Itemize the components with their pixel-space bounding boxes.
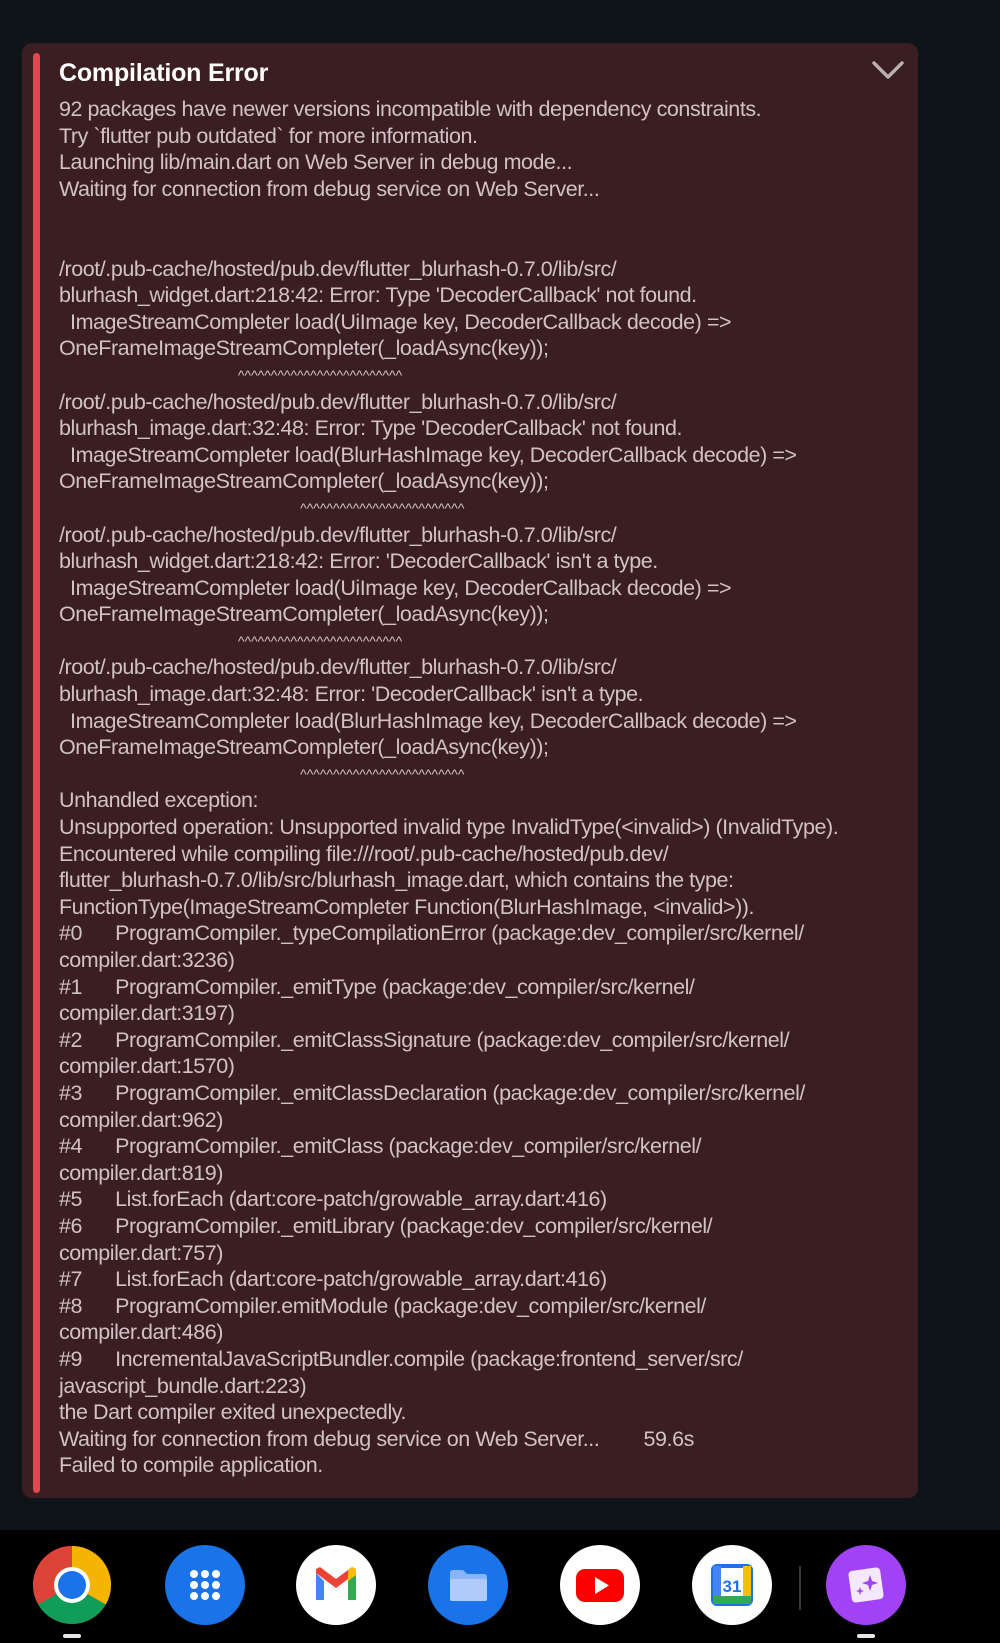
log-line: compiler.dart:1570): [59, 1054, 235, 1079]
log-line: #3 ProgramCompiler._emitClassDeclaration (package:dev_compiler/src/kernel/: [59, 1080, 805, 1105]
log-blank-line: [59, 229, 899, 256]
gallery-running-indicator: [857, 1634, 875, 1638]
log-line: Unsupported operation: Unsupported invalid type InvalidType(<invalid>) (InvalidType).: [59, 815, 839, 840]
log-line: /root/.pub-cache/hosted/pub.dev/flutter_blurhash-0.7.0/lib/src/: [59, 522, 617, 547]
log-line: #2 ProgramCompiler._emitClassSignature (package:dev_compiler/src/kernel/: [59, 1027, 790, 1052]
gmail-icon[interactable]: [296, 1545, 376, 1625]
calendar-date-label: 31: [722, 1577, 742, 1596]
folder-icon[interactable]: [428, 1545, 508, 1625]
log-line: #5 List.forEach (dart:core-patch/growable_array.dart:416): [59, 1187, 607, 1212]
log-line: Encountered while compiling file:///root/.pub-cache/hosted/pub.dev/: [59, 841, 669, 866]
log-line: compiler.dart:486): [59, 1320, 223, 1345]
log-line: FunctionType(ImageStreamCompleter Function(BlurHashImage, <invalid>)).: [59, 894, 755, 919]
log-line: blurhash_image.dart:32:48: Error: 'DecoderCallback' isn't a type.: [59, 682, 644, 707]
log-line: #7 List.forEach (dart:core-patch/growable_array.dart:416): [59, 1267, 607, 1292]
log-line: OneFrameImageStreamCompleter(_loadAsync(key));: [59, 336, 549, 361]
log-line: OneFrameImageStreamCompleter(_loadAsync(key));: [59, 602, 549, 627]
log-line: Waiting for connection from debug service on Web Server...: [59, 176, 600, 201]
log-caret-line: ^^^^^^^^^^^^^^^^^^^^^^^^^: [59, 366, 403, 383]
log-line: #6 ProgramCompiler._emitLibrary (package:dev_compiler/src/kernel/: [59, 1213, 713, 1238]
log-line: /root/.pub-cache/hosted/pub.dev/flutter_blurhash-0.7.0/lib/src/: [59, 389, 617, 414]
calendar-icon[interactable]: [692, 1545, 772, 1625]
log-line: Unhandled exception:: [59, 788, 258, 813]
log-line: #8 ProgramCompiler.emitModule (package:dev_compiler/src/kernel/: [59, 1293, 706, 1318]
panel-title: Compilation Error: [59, 59, 269, 87]
log-line: Waiting for connection from debug service on Web Server... 59.6s: [59, 1426, 694, 1451]
log-line: #9 IncrementalJavaScriptBundler.compile (package:frontend_server/src/: [59, 1346, 743, 1371]
log-line: flutter_blurhash-0.7.0/lib/src/blurhash_image.dart, which contains the type:: [59, 868, 734, 893]
log-line: ImageStreamCompleter load(BlurHashImage key, DecoderCallback decode) =>: [59, 442, 797, 467]
log-line: compiler.dart:3236): [59, 948, 235, 972]
log-caret-line: ^^^^^^^^^^^^^^^^^^^^^^^^^: [59, 632, 403, 649]
error-log: [59, 96, 899, 1479]
log-line: OneFrameImageStreamCompleter(_loadAsync(key));: [59, 469, 549, 494]
log-line: blurhash_image.dart:32:48: Error: Type 'DecoderCallback' not found.: [59, 416, 683, 441]
taskbar: [0, 1530, 1000, 1643]
chrome-running-indicator: [63, 1634, 81, 1638]
taskbar-divider: [799, 1566, 801, 1610]
log-line: ImageStreamCompleter load(BlurHashImage key, DecoderCallback decode) =>: [59, 708, 797, 733]
log-line: Try `flutter pub outdated` for more information.: [59, 123, 478, 148]
log-line: compiler.dart:962): [59, 1107, 223, 1132]
log-line: compiler.dart:757): [59, 1240, 223, 1265]
log-line: ImageStreamCompleter load(UiImage key, DecoderCallback decode) =>: [59, 575, 732, 600]
compilation-error-panel: [22, 43, 918, 1498]
log-line: 92 packages have newer versions incompatible with dependency constraints.: [59, 97, 762, 121]
chrome-icon[interactable]: [32, 1545, 112, 1625]
chevron-down-icon[interactable]: [870, 56, 906, 84]
log-line: Launching lib/main.dart on Web Server in debug mode...: [59, 150, 573, 175]
error-accent-bar: [33, 53, 40, 1493]
gallery-sparkle-icon[interactable]: [826, 1545, 906, 1625]
log-line: blurhash_widget.dart:218:42: Error: 'DecoderCallback' isn't a type.: [59, 549, 658, 574]
app-grid-icon[interactable]: [165, 1545, 245, 1625]
log-line: #0 ProgramCompiler._typeCompilationError (package:dev_compiler/src/kernel/: [59, 921, 804, 946]
log-line: ImageStreamCompleter load(UiImage key, DecoderCallback decode) =>: [59, 309, 732, 334]
log-line: blurhash_widget.dart:218:42: Error: Type 'DecoderCallback' not found.: [59, 283, 697, 308]
log-blank-line: [59, 202, 899, 229]
log-caret-line: ^^^^^^^^^^^^^^^^^^^^^^^^^: [59, 765, 465, 782]
youtube-icon[interactable]: [560, 1545, 640, 1625]
log-line: the Dart compiler exited unexpectedly.: [59, 1400, 406, 1425]
log-line: compiler.dart:3197): [59, 1001, 235, 1026]
log-line: compiler.dart:819): [59, 1160, 223, 1185]
log-line: /root/.pub-cache/hosted/pub.dev/flutter_blurhash-0.7.0/lib/src/: [59, 256, 617, 281]
log-line: #1 ProgramCompiler._emitType (package:dev_compiler/src/kernel/: [59, 974, 695, 999]
log-line: /root/.pub-cache/hosted/pub.dev/flutter_blurhash-0.7.0/lib/src/: [59, 655, 617, 680]
log-caret-line: ^^^^^^^^^^^^^^^^^^^^^^^^^: [59, 499, 465, 516]
log-line: Failed to compile application.: [59, 1453, 323, 1478]
log-line: OneFrameImageStreamCompleter(_loadAsync(key));: [59, 735, 549, 760]
log-line: #4 ProgramCompiler._emitClass (package:dev_compiler/src/kernel/: [59, 1134, 702, 1159]
log-line: javascript_bundle.dart:223): [59, 1373, 307, 1398]
